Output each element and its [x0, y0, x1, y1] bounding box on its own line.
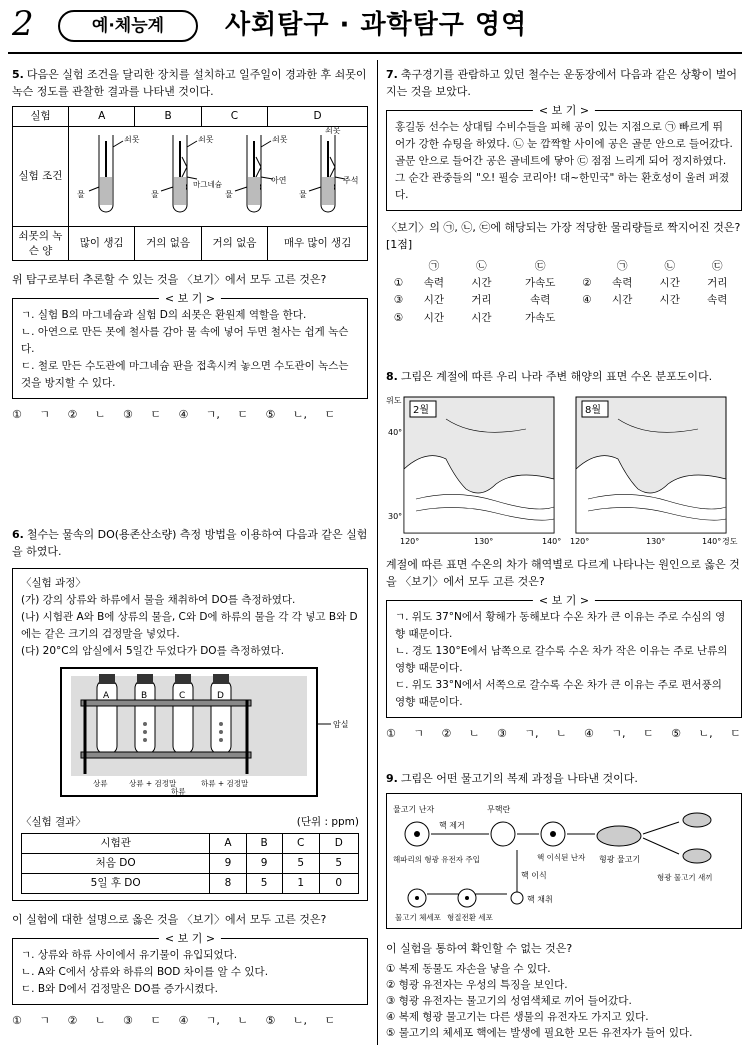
q5-row1-label: 실험 조건	[13, 127, 69, 227]
label-upstream: 상류	[93, 779, 108, 788]
q6-options[interactable]: ① ㄱ ② ㄴ ③ ㄷ ④ ㄱ, ㄴ ⑤ ㄴ, ㄷ	[12, 1014, 336, 1027]
label-water: 물	[151, 190, 159, 199]
label-nail: 쇠못	[272, 135, 288, 144]
label-tcell: 형질전환 세포	[447, 913, 493, 922]
label-egg2: 핵 이식된 난자	[537, 853, 586, 862]
q5-options[interactable]: ① ㄱ ② ㄴ ③ ㄷ ④ ㄱ, ㄷ ⑤ ㄴ, ㄷ	[12, 408, 336, 422]
res-head: A	[210, 834, 246, 854]
q9-option[interactable]: ① 복제 동물도 자손을 낳을 수 있다.	[386, 962, 551, 975]
res-cell: 5	[282, 854, 319, 874]
q9-options	[386, 961, 742, 1041]
q5-row2-label: 쇠못의 녹슨 양	[13, 227, 69, 261]
q5-result: 거의 없음	[201, 227, 267, 261]
q7-head: ㉢	[711, 260, 723, 272]
box-label: < 보 기 >	[533, 592, 595, 609]
page-header	[0, 0, 750, 56]
q6-proc: (나) 시험관 A와 B에 상류의 물을, C와 D에 하류의 물을 각 각 넣고 B와 D에는 같은 크기의 검정말을 넣었다.	[21, 611, 358, 640]
q8-stem: 그림은 계절에 따른 우리 나라 주변 해양의 표면 수온 분포도이다.	[400, 370, 713, 383]
q7-head: ㉢	[534, 260, 546, 272]
q7-head: ㉠	[428, 260, 440, 272]
q6-proc: (다) 20°C의 암실에서 5일간 두었다가 DO를 측정하였다.	[21, 645, 285, 657]
lat-40: 40°	[388, 428, 403, 437]
q5-head: A	[69, 107, 135, 127]
lon-120: 120°	[400, 537, 420, 546]
res-cell: 8	[210, 874, 246, 894]
lon-label: 경도	[722, 537, 738, 546]
label-upstream-plant: 상류 + 검정말	[129, 779, 177, 788]
box-label: < 보 기 >	[533, 102, 595, 119]
label-D: D	[217, 691, 224, 701]
q9-number: 9.	[386, 772, 398, 785]
aug-label: 8월	[585, 405, 602, 416]
box-label: < 보 기 >	[159, 290, 221, 307]
cloning-diagram	[386, 793, 742, 929]
q5-head: D	[268, 107, 368, 127]
q5-number: 5.	[12, 68, 24, 81]
label-darkroom: 암실	[333, 720, 349, 729]
label-extract: 핵 채취	[527, 895, 553, 904]
lon-130: 130°	[474, 537, 494, 546]
lon-130: 130°	[646, 537, 666, 546]
q5-result: 거의 없음	[135, 227, 201, 261]
q8-options[interactable]: ① ㄱ ② ㄴ ③ ㄱ, ㄴ ④ ㄱ, ㄷ ⑤ ㄴ, ㄷ	[386, 726, 741, 740]
label-enucleated: 무핵란	[487, 805, 511, 814]
q5-item: ㄴ. 아연으로 만든 못에 철사를 감아 물 속에 넣어 두면 철사는 쉽게 녹슨다.	[21, 326, 349, 356]
res-head: D	[319, 834, 358, 854]
q9-option[interactable]: ③ 형광 유전자는 물고기의 성염색체로 끼어 들어갔다.	[386, 994, 632, 1007]
res-cell: 9	[246, 854, 282, 874]
label-C: C	[179, 691, 186, 701]
q5-head: C	[201, 107, 267, 127]
q7-question: 〈보기〉의 ㉠, ㉡, ㉢에 해당되는 가장 적당한 물리량들로 짝지어진 것은? [1점]	[386, 221, 741, 251]
q8-item: ㄴ. 경도 130°E에서 남쪽으로 갈수록 수온 차가 작은 이유는 주로 난류의 영향 때문이다.	[395, 644, 728, 674]
label-gene: 해파리의 형광 유전자 주입	[393, 855, 480, 864]
lon-140: 140°	[702, 537, 722, 546]
page-title: 사회탐구 · 과학탐구 영역	[225, 10, 528, 40]
q5-stem: 다음은 실험 조건을 달리한 장치를 설치하고 일주일이 경과한 후 쇠못이 녹슨 정도를 관찰한 결과를 나타낸 것이다.	[12, 68, 367, 98]
label-egg: 물고기 난자	[393, 805, 435, 814]
label-water: 물	[77, 190, 85, 199]
q6-result-title: 〈실험 결과〉	[21, 816, 86, 828]
label-tin: 주석	[343, 176, 359, 185]
res-cell: 5	[319, 854, 358, 874]
feb-label: 2월	[413, 405, 430, 416]
question-7	[386, 66, 742, 328]
res-cell: 5일 후 DO	[22, 874, 210, 894]
label-downstream-plant: 하류 + 검정말	[201, 779, 249, 788]
label-nail: 쇠못	[198, 135, 214, 144]
res-head: B	[246, 834, 282, 854]
q7-option-row[interactable]: ⑤ 시간 시간 가속도	[393, 311, 556, 324]
lon-120: 120°	[570, 537, 590, 546]
q6-item: ㄷ. B와 D에서 검정말은 DO를 증가시켰다.	[21, 983, 219, 995]
q6-item: ㄴ. A와 C에서 상류와 하류의 BOD 차이를 알 수 있다.	[21, 966, 269, 978]
q5-head: 실험	[13, 107, 69, 127]
tubes-diagram	[69, 127, 367, 221]
question-8	[386, 368, 742, 742]
q8-number: 8.	[386, 370, 398, 383]
q6-experiment-box	[12, 568, 368, 901]
page-number: 2	[12, 4, 34, 44]
q5-question: 위 탐구로부터 추론할 수 있는 것을 〈보기〉에서 모두 고른 것은?	[12, 273, 327, 287]
q7-head: ㉡	[664, 260, 675, 272]
q5-result: 많이 생김	[69, 227, 135, 261]
label-cell: 물고기 체세포	[395, 913, 441, 922]
q7-number: 7.	[386, 68, 398, 81]
label-A: A	[103, 691, 110, 701]
q6-number: 6.	[12, 528, 24, 541]
q7-head: ㉠	[616, 260, 628, 272]
lat-30: 30°	[388, 512, 403, 521]
label-zn: 아연	[271, 176, 287, 185]
q7-stem: 축구경기를 관람하고 있던 철수는 운동장에서 다음과 같은 상황이 벌어지는 것을 보았다.	[386, 68, 737, 98]
q8-item: ㄷ. 위도 33°N에서 서쪽으로 갈수록 수온 차가 큰 이유는 주로 편서풍의 영향 때문이다.	[395, 678, 722, 708]
label-nail: 쇠못	[325, 127, 341, 135]
question-5	[12, 66, 368, 423]
label-mg: 마그네슘	[193, 180, 222, 189]
label-baby-fish: 형광 물고기 새끼	[657, 873, 713, 882]
res-cell: 1	[282, 874, 319, 894]
res-cell: 처음 DO	[22, 854, 210, 874]
res-head: 시험관	[22, 834, 210, 854]
q7-option-row[interactable]: ③ 시간 거리 속력 ④ 시간 시간 속력	[393, 294, 728, 307]
q7-box	[386, 104, 742, 211]
q8-choices-box	[386, 593, 742, 718]
res-cell: 5	[246, 874, 282, 894]
q7-options-table	[386, 257, 742, 328]
label-nuc-removal: 핵 제거	[439, 821, 465, 830]
label-B: B	[141, 691, 148, 701]
q9-option[interactable]: ② 형광 유전자는 우성의 특징을 보인다.	[386, 978, 568, 991]
header-rule	[8, 52, 742, 54]
q9-option[interactable]: ④ 복제 형광 물고기는 다른 생물의 유전자도 가지고 있다.	[386, 1010, 649, 1023]
q5-result: 매우 많이 생김	[268, 227, 368, 261]
test-tube-rack	[21, 664, 361, 804]
label-glow-fish: 형광 물고기	[599, 855, 641, 864]
label-water: 물	[225, 190, 233, 199]
q7-scenario: 홍길동 선수는 상대팀 수비수들을 피해 공이 있는 지점으로 ㉠ 빠르게 뛰어가 강한 슈팅을 하였다. ㉡ 눈 깜짝할 사이에 공은 골문 안으로 들어갔다. 골문 안으로 들어간 공은 골네트에 닿아 ㉢ 점점 느리게 되어 정지하였다. 그 순간 관중들의 "오! 필승 코리아! 대~한민국" 하는 환호성이 울려 퍼졌다.	[395, 121, 733, 201]
question-6	[12, 526, 368, 1029]
q5-item: ㄷ. 철로 만든 수도관에 마그네슘 판을 접촉시켜 놓으면 수도관이 녹스는 것을 방지할 수 있다.	[21, 360, 349, 390]
q5-head: B	[135, 107, 201, 127]
q5-table	[12, 106, 368, 261]
res-cell: 0	[319, 874, 358, 894]
q6-item: ㄱ. 상류와 하류 사이에서 유기물이 유입되었다.	[21, 949, 238, 961]
lat-label: 위도	[386, 396, 402, 405]
q5-choices-box	[12, 292, 368, 399]
q7-head: ㉡	[476, 260, 487, 272]
column-divider	[377, 60, 378, 1045]
label-nail: 쇠못	[124, 135, 140, 144]
question-9	[386, 770, 742, 1041]
label-downstream: 하류	[171, 787, 186, 796]
q8-question: 계절에 따른 표면 수온의 차가 해역별로 다르게 나타나는 원인으로 옳은 것을 〈보기〉에서 모두 고른 것은?	[386, 557, 740, 588]
label-transfer: 핵 이식	[521, 871, 547, 880]
q5-item: ㄱ. 실험 B의 마그네슘과 실험 D의 쇠못은 환원제 역할을 한다.	[21, 309, 307, 322]
q6-choices-box	[12, 932, 368, 1005]
box-label: < 보 기 >	[159, 930, 221, 947]
q6-result-table	[21, 833, 359, 894]
exam-type-badge: 예·체능계	[58, 10, 198, 42]
res-cell: 9	[210, 854, 246, 874]
q6-stem: 철수는 물속의 DO(용존산소량) 측정 방법을 이용하여 다음과 같은 실험을 하였다.	[12, 528, 368, 558]
q6-question: 이 실험에 대한 설명으로 옳은 것을 〈보기〉에서 모두 고른 것은?	[12, 913, 327, 926]
q6-proc-title: 〈실험 과정〉	[21, 577, 86, 589]
q9-stem: 그림은 어떤 물고기의 복제 과정을 나타낸 것이다.	[400, 772, 638, 785]
label-water: 물	[299, 190, 307, 199]
q9-question: 이 실험을 통하여 확인할 수 없는 것은?	[386, 941, 573, 955]
q7-option-row[interactable]: ① 속력 시간 가속도 ② 속력 시간 거리	[393, 277, 728, 290]
q9-option[interactable]: ⑤ 물고기의 체세포 핵에는 발생에 필요한 모든 유전자가 들어 있다.	[386, 1026, 693, 1039]
q5-apparatus	[69, 127, 368, 227]
q6-proc: (가) 강의 상류와 하류에서 물을 채취하여 DO를 측정하였다.	[21, 594, 296, 606]
q6-unit: (단위 : ppm)	[296, 816, 359, 828]
q8-item: ㄱ. 위도 37°N에서 황해가 동해보다 수온 차가 큰 이유는 주로 수심의 영향 때문이다.	[395, 610, 726, 640]
lon-140: 140°	[542, 537, 562, 546]
res-head: C	[282, 834, 319, 854]
sea-temperature-maps	[386, 389, 742, 549]
